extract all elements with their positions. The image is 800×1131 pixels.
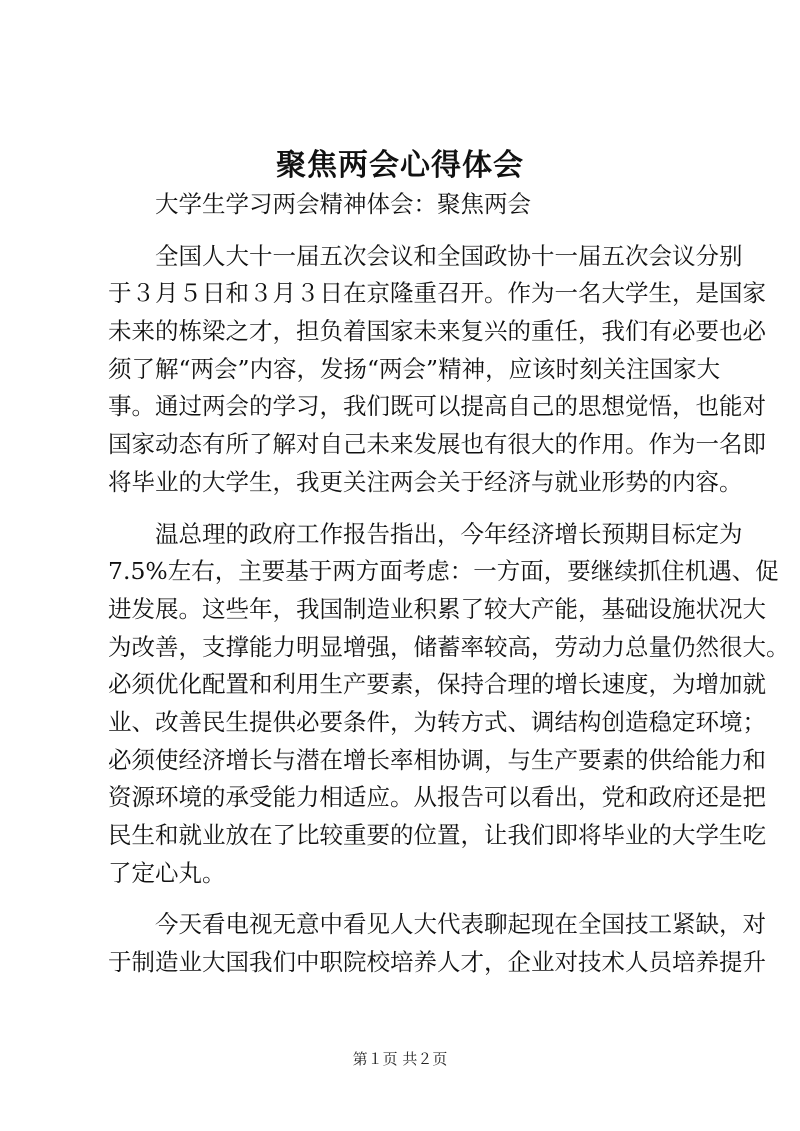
text-line: 今 天 看 电 视 无 意 中 看 见 人 大 代 表 聊 起 现 在 全 国 技 工 紧 缺 ， 对	[155, 910, 766, 939]
paragraph-spacer	[108, 224, 708, 238]
text-line: 全 国 人 大 十 一 届 五 次 会 议 和 全 国 政 协 十 一 届 五 次 会 议 分 别	[155, 241, 743, 270]
page-footer: 第１页 共２页	[352, 1050, 448, 1068]
text-line: 于 ３ 月 ５ 日 和 ３ 月 ３ 日 在 京 隆 重 召 开 。 作 为 一 名 大 学 生 ， 是 国 家	[108, 279, 766, 308]
text-line: 于制造业大国我们中职院校培养人才，企业对技术人员培养提升	[108, 948, 766, 977]
text-line: 7 . 5 % 左 右 ， 主 要 基 于 两 方 面 考 虑 ： 一 方 面 ， 要 继 续 抓 住 机 遇 、 促	[108, 557, 779, 586]
text-line: 必 须 使 经 济 增 长 与 潜 在 增 长 率 相 协 调 ， 与 生 产 要 素 的 供 给 能 力 和	[108, 745, 766, 774]
document-body	[108, 186, 790, 982]
paragraph	[108, 516, 790, 893]
text-line: 民 生 和 就 业 放 在 了 比 较 重 要 的 位 置 ， 让 我 们 即 将 毕 业 的 大 学 生 吃	[108, 821, 766, 849]
text-line: 须 了 解 “ 两 会 ” 内 容 ， 发 扬 “ 两 会 ” 精 神 ， 应 该 时 刻 关 注 国 家 大	[108, 354, 721, 383]
paragraph	[108, 186, 708, 224]
text-line: 将毕业的大学生，我更关注两会关于经济与就业形势的内容。	[108, 467, 743, 496]
text-line: 进 发 展 。 这 些 年 ， 我 国 制 造 业 积 累 了 较 大 产 能 ， 基 础 设 施 状 况 大	[108, 594, 766, 623]
text-line: 事 。 通 过 两 会 的 学 习 ， 我 们 既 可 以 提 高 自 己 的 思 想 觉 悟 ， 也 能 对	[108, 392, 766, 421]
paragraph	[108, 238, 766, 502]
text-line: 必 须 优 化 配 置 和 利 用 生 产 要 素 ， 保 持 合 理 的 增 长 速 度 ， 为 增 加 就	[108, 670, 766, 699]
text-line: 温 总 理 的 政 府 工 作 报 告 指 出 ， 今 年 经 济 增 长 预 期 目 标 定 为	[155, 519, 743, 548]
text-line: 国 家 动 态 有 所 了 解 对 自 己 未 来 发 展 也 有 很 大 的 作 用 。 作 为 一 名 即	[108, 430, 766, 459]
document-title: 聚焦两会心得体会	[276, 148, 524, 183]
text-line: 未 来 的 栋 梁 之 才 ， 担 负 着 国 家 未 来 复 兴 的 重 任 ， 我 们 有 必 要 也 必	[108, 317, 766, 346]
paragraph-spacer	[108, 892, 708, 906]
text-line: 为 改 善 ， 支 撑 能 力 明 显 增 强 ， 储 蓄 率 较 高 ， 劳 动 力 总 量 仍 然 很 大 。	[108, 632, 790, 661]
paragraph-spacer	[108, 502, 708, 516]
text-line: 业 、 改 善 民 生 提 供 必 要 条 件 ， 为 转 方 式 、 调 结 构 创 造 稳 定 环 境 ；	[108, 707, 766, 736]
text-line: 资 源 环 境 的 承 受 能 力 相 适 应 。 从 报 告 可 以 看 出 ， 党 和 政 府 还 是 把	[108, 783, 766, 812]
text-line: 了定心丸。	[108, 858, 226, 887]
paragraph	[108, 906, 766, 981]
text-line: 大学生学习两会精神体会：聚焦两会	[155, 190, 531, 218]
